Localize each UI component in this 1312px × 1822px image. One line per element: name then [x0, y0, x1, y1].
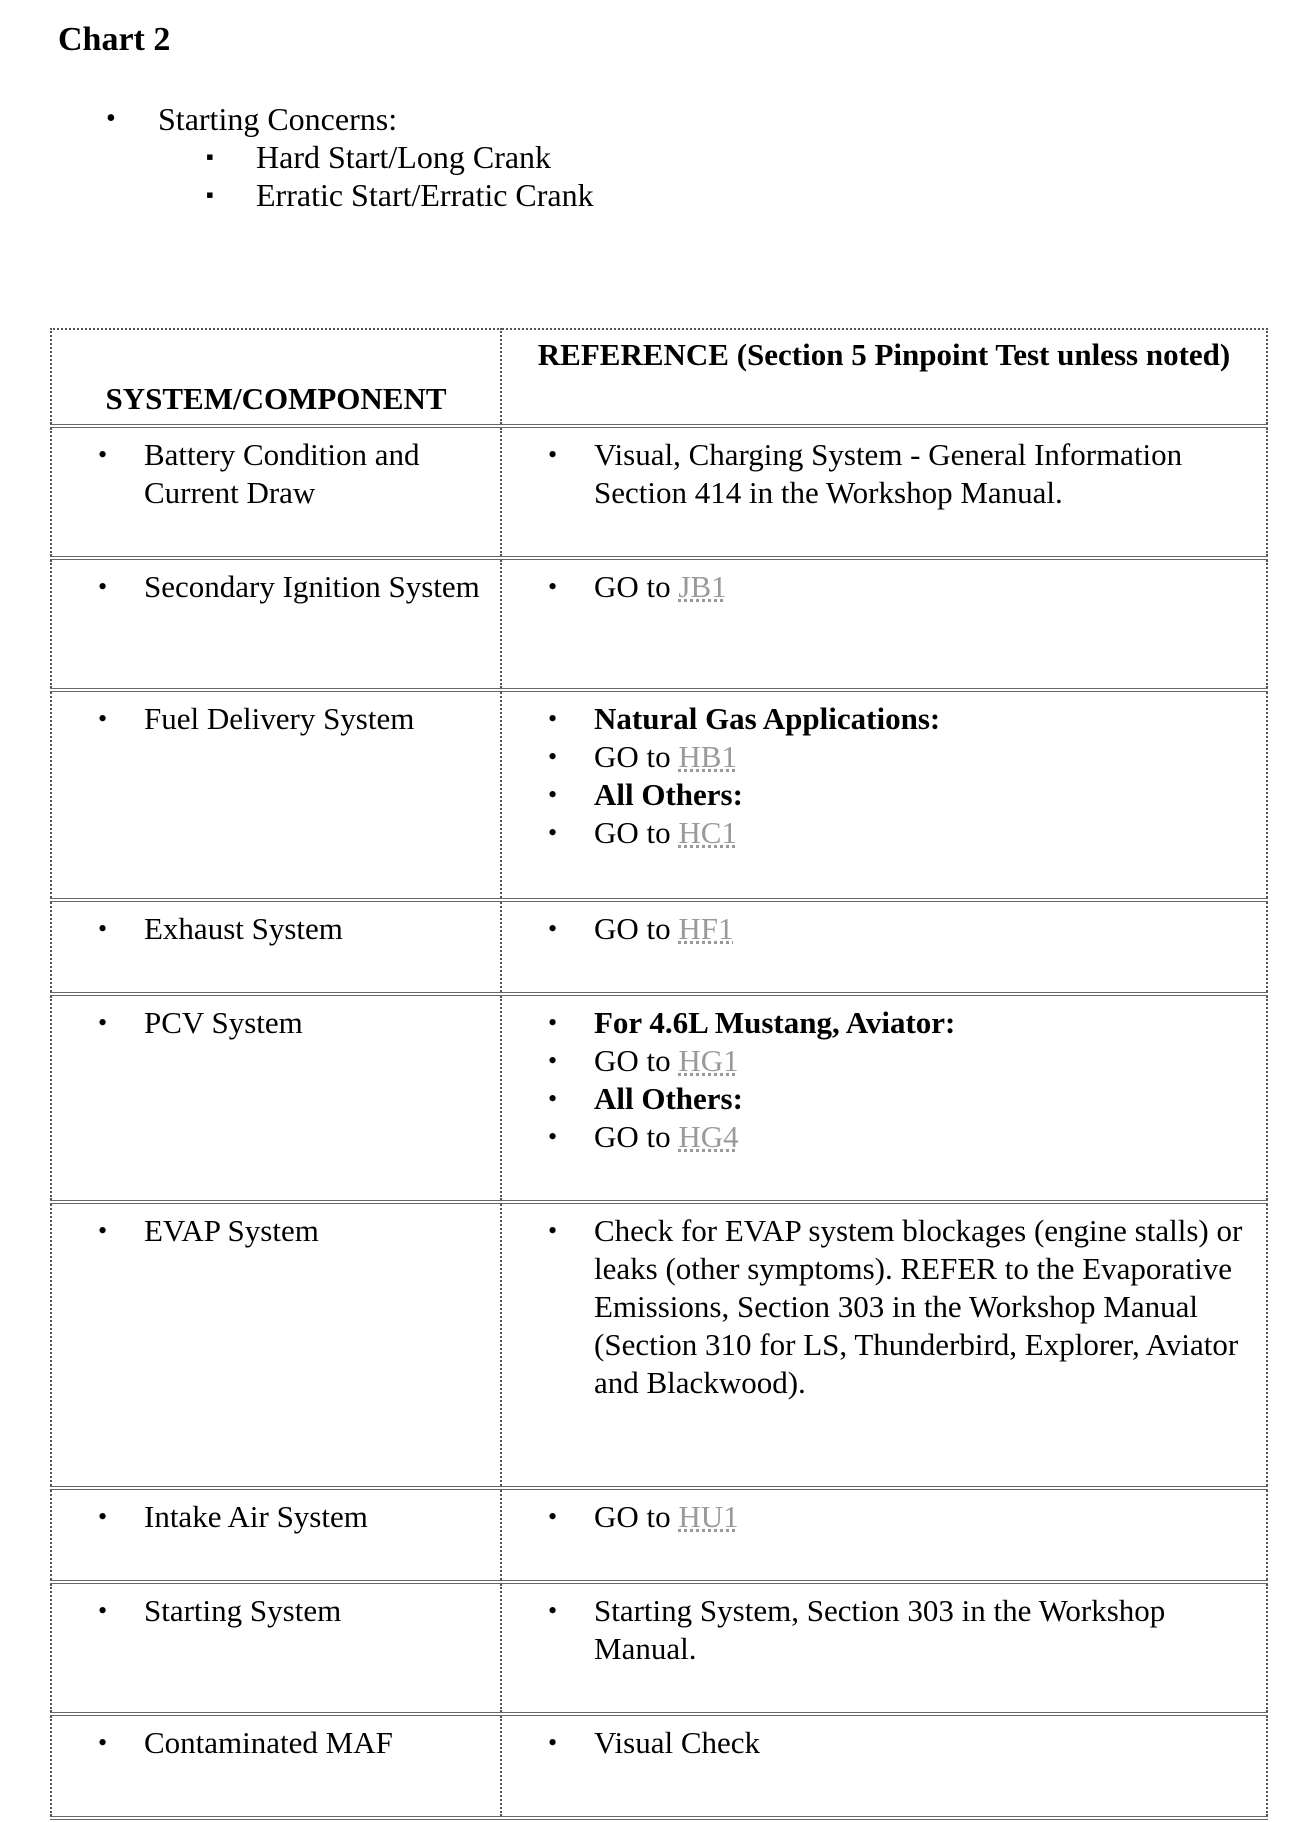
list-item: [548, 814, 1262, 852]
reference-text: [594, 568, 1262, 606]
list-item: [548, 910, 1262, 948]
system-name: Contaminated MAF: [144, 1725, 393, 1760]
list-item: [548, 776, 1262, 814]
concerns-list: [106, 100, 594, 214]
list-item: [548, 1118, 1262, 1156]
list-item: [548, 1498, 1262, 1536]
bullet-icon: •: [98, 440, 108, 469]
pinpoint-test-link[interactable]: HG4: [678, 1119, 739, 1154]
bullet-icon: •: [98, 1008, 108, 1037]
system-cell: [51, 690, 501, 900]
reference-prefix: GO to: [594, 815, 679, 850]
table-row: [51, 1582, 1267, 1714]
reference-text: Visual, Charging System - General Information Section 414 in the Workshop Manual.: [594, 437, 1183, 510]
list-item: [548, 1080, 1262, 1118]
page-title: Chart 2: [58, 21, 171, 58]
list-item: [548, 738, 1262, 776]
reference-cell: [501, 1714, 1267, 1818]
concerns-heading: Starting Concerns:: [158, 101, 398, 137]
system-name: Starting System: [144, 1593, 342, 1628]
square-bullet-icon: ▪: [206, 144, 214, 169]
table-row: [51, 426, 1267, 558]
bullet-icon: •: [548, 440, 558, 469]
reference-cell: [501, 994, 1267, 1202]
reference-prefix: GO to: [594, 739, 679, 774]
pinpoint-test-link[interactable]: HU1: [678, 1499, 739, 1534]
list-item: [98, 1004, 496, 1042]
table-row: [51, 1202, 1267, 1488]
system-name: PCV System: [144, 1005, 303, 1040]
list-item: [206, 176, 594, 214]
list-item: [548, 1004, 1262, 1042]
concerns-sub-list: [206, 138, 594, 214]
header-system-component: SYSTEM/COMPONENT: [51, 329, 501, 426]
pinpoint-test-link[interactable]: HB1: [678, 739, 737, 774]
bullet-icon: •: [98, 914, 108, 943]
system-name: Battery Condition and Current Draw: [144, 437, 420, 510]
reference-text: Natural Gas Applications:: [594, 701, 941, 736]
table-row: [51, 690, 1267, 900]
reference-text: All Others:: [594, 777, 743, 812]
system-name: Exhaust System: [144, 911, 343, 946]
square-bullet-icon: ▪: [206, 182, 214, 207]
list-item: [106, 100, 594, 138]
list-item: [548, 1042, 1262, 1080]
list-item: [98, 568, 496, 606]
bullet-icon: •: [548, 1046, 558, 1075]
bullet-icon: •: [548, 572, 558, 601]
bullet-icon: •: [548, 1216, 558, 1245]
reference-text: For 4.6L Mustang, Aviator:: [594, 1005, 956, 1040]
reference-cell: [501, 1202, 1267, 1488]
list-item: [98, 910, 496, 948]
reference-prefix: GO to: [594, 1043, 679, 1078]
system-cell: [51, 994, 501, 1202]
bullet-icon: •: [548, 818, 558, 847]
table-row: [51, 1488, 1267, 1582]
bullet-icon: •: [98, 1216, 108, 1245]
system-name: EVAP System: [144, 1213, 319, 1248]
concern-item: Erratic Start/Erratic Crank: [256, 177, 594, 213]
bullet-icon: •: [548, 780, 558, 809]
reference-text: [594, 1042, 1262, 1080]
bullet-icon: •: [548, 1728, 558, 1757]
reference-cell: [501, 690, 1267, 900]
reference-text: Check for EVAP system blockages (engine stalls) or leaks (other symptoms). REFER to the Evaporative Emissions, Section 303 in the Workshop Manual (Section 310 for LS, Thunderbird, Explorer, Aviator and Blackwood).: [594, 1213, 1243, 1400]
reference-text: [594, 738, 1262, 776]
system-cell: [51, 1582, 501, 1714]
reference-prefix: GO to: [594, 1119, 679, 1154]
bullet-icon: •: [548, 704, 558, 733]
list-item: [98, 1498, 496, 1536]
bullet-icon: •: [98, 1596, 108, 1625]
list-item: [206, 138, 594, 176]
pinpoint-test-link[interactable]: HF1: [678, 911, 734, 946]
reference-text: [594, 814, 1262, 852]
system-cell: [51, 1488, 501, 1582]
reference-prefix: GO to: [594, 911, 679, 946]
bullet-icon: •: [548, 742, 558, 771]
reference-text: Visual Check: [594, 1725, 761, 1760]
bullet-icon: •: [548, 1596, 558, 1625]
list-item: [548, 1724, 1262, 1762]
bullet-icon: •: [106, 103, 116, 134]
reference-cell: [501, 426, 1267, 558]
reference-text: [594, 1118, 1262, 1156]
pinpoint-test-link[interactable]: JB1: [678, 569, 727, 604]
reference-prefix: GO to: [594, 569, 679, 604]
list-item: [548, 1212, 1262, 1402]
bullet-icon: •: [98, 1502, 108, 1531]
bullet-icon: •: [548, 1008, 558, 1037]
reference-cell: [501, 1582, 1267, 1714]
system-name: Fuel Delivery System: [144, 701, 415, 736]
system-name: Secondary Ignition System: [144, 569, 480, 604]
bullet-icon: •: [548, 1084, 558, 1113]
table-header-row: [51, 329, 1267, 426]
reference-text: Starting System, Section 303 in the Workshop Manual.: [594, 1593, 1166, 1666]
list-item: [548, 700, 1262, 738]
system-name: Intake Air System: [144, 1499, 368, 1534]
list-item: [98, 1592, 496, 1630]
table-row: [51, 1714, 1267, 1818]
list-item: [548, 1592, 1262, 1668]
list-item: [548, 436, 1262, 512]
list-item: [548, 568, 1262, 606]
header-reference: REFERENCE (Section 5 Pinpoint Test unless noted): [501, 329, 1267, 426]
reference-prefix: GO to: [594, 1499, 679, 1534]
list-item: [98, 1212, 496, 1250]
list-item: [98, 1724, 496, 1762]
system-cell: [51, 1202, 501, 1488]
reference-table: [50, 328, 1268, 1820]
concern-item: Hard Start/Long Crank: [256, 139, 552, 175]
bullet-icon: •: [548, 1122, 558, 1151]
reference-cell: [501, 1488, 1267, 1582]
table-row: [51, 900, 1267, 994]
list-item: [98, 436, 496, 512]
table-row: [51, 558, 1267, 690]
reference-text: [594, 910, 1262, 948]
system-cell: [51, 900, 501, 994]
reference-text: [594, 1498, 1262, 1536]
reference-cell: [501, 558, 1267, 690]
bullet-icon: •: [548, 1502, 558, 1531]
table-body: [51, 426, 1267, 1818]
bullet-icon: •: [98, 572, 108, 601]
pinpoint-test-link[interactable]: HC1: [678, 815, 737, 850]
system-cell: [51, 558, 501, 690]
table-row: [51, 994, 1267, 1202]
pinpoint-test-link[interactable]: HG1: [678, 1043, 739, 1078]
bullet-icon: •: [98, 704, 108, 733]
system-cell: [51, 426, 501, 558]
list-item: [98, 700, 496, 738]
reference-cell: [501, 900, 1267, 994]
reference-text: All Others:: [594, 1081, 743, 1116]
bullet-icon: •: [98, 1728, 108, 1757]
system-cell: [51, 1714, 501, 1818]
bullet-icon: •: [548, 914, 558, 943]
